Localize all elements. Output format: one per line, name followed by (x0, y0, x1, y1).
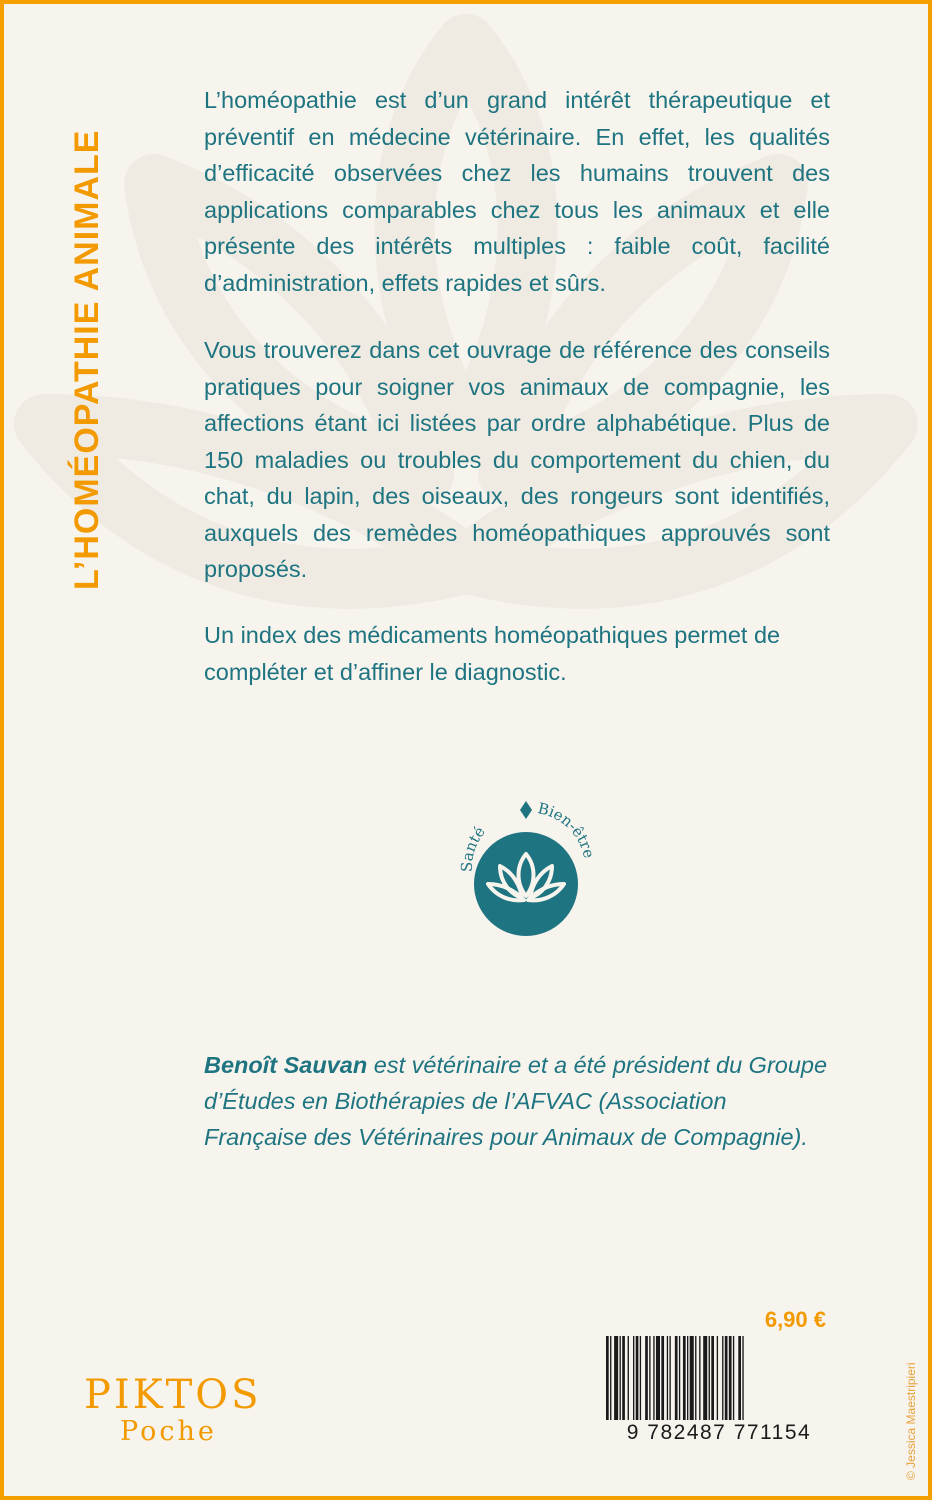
spine-title (62, 90, 122, 590)
publisher-logo-sub: Poche (120, 1416, 217, 1447)
back-cover (4, 4, 928, 1496)
isbn-number: 9 782487 771154 (606, 1420, 832, 1446)
description-paragraph-2: Vous trouverez dans cet ouvrage de référence des conseils pratiques pour soigner vos animaux de compagnie, les affections étant ici listées par ordre alphabétique. Plus de 150 maladies ou troubles du comportement du chien, du chat, du lapin, des oiseaux, des rongeurs sont identifiés, auxquels des remèdes homéopathiques approuvés sont proposés. (204, 337, 830, 582)
spine-title-text: L’HOMÉOPATHIE ANIMALE (68, 129, 106, 590)
photo-credit: © Jessica Maestripieri (904, 1362, 918, 1480)
author-bio (204, 1047, 834, 1155)
description-paragraph-3: Un index des médicaments homéopathiques permet de compléter et d’affiner le diagnostic. (204, 622, 781, 685)
publisher-logo (84, 1372, 284, 1462)
publisher-logo-main: PIKTOS (84, 1372, 262, 1418)
diamond-icon (520, 801, 532, 819)
badge-right-label: Bien-être (536, 799, 599, 860)
badge-left-label: Santé (457, 823, 489, 873)
author-name: Benoît Sauvan (204, 1052, 368, 1078)
author-bio-text: est vétérinaire et a été président du Groupe d’Études en Biothérapies de l’AFVAC (Association Française des Vétérinaires pour Animaux de Compagnie). (204, 1052, 828, 1150)
price-label: 6,90 € (764, 1307, 826, 1332)
description-paragraph-1: L’homéopathie est d’un grand intérêt thérapeutique et préventif en médecine vétérinaire. En effet, les qualités d’efficacité observées chez les humains trouvent des applications comparables chez tous les animaux et elle présente des intérêts multiples : faible coût, facilité d’administration, effets rapides et sûrs. (204, 87, 830, 296)
sante-bien-etre-badge (442, 780, 612, 950)
